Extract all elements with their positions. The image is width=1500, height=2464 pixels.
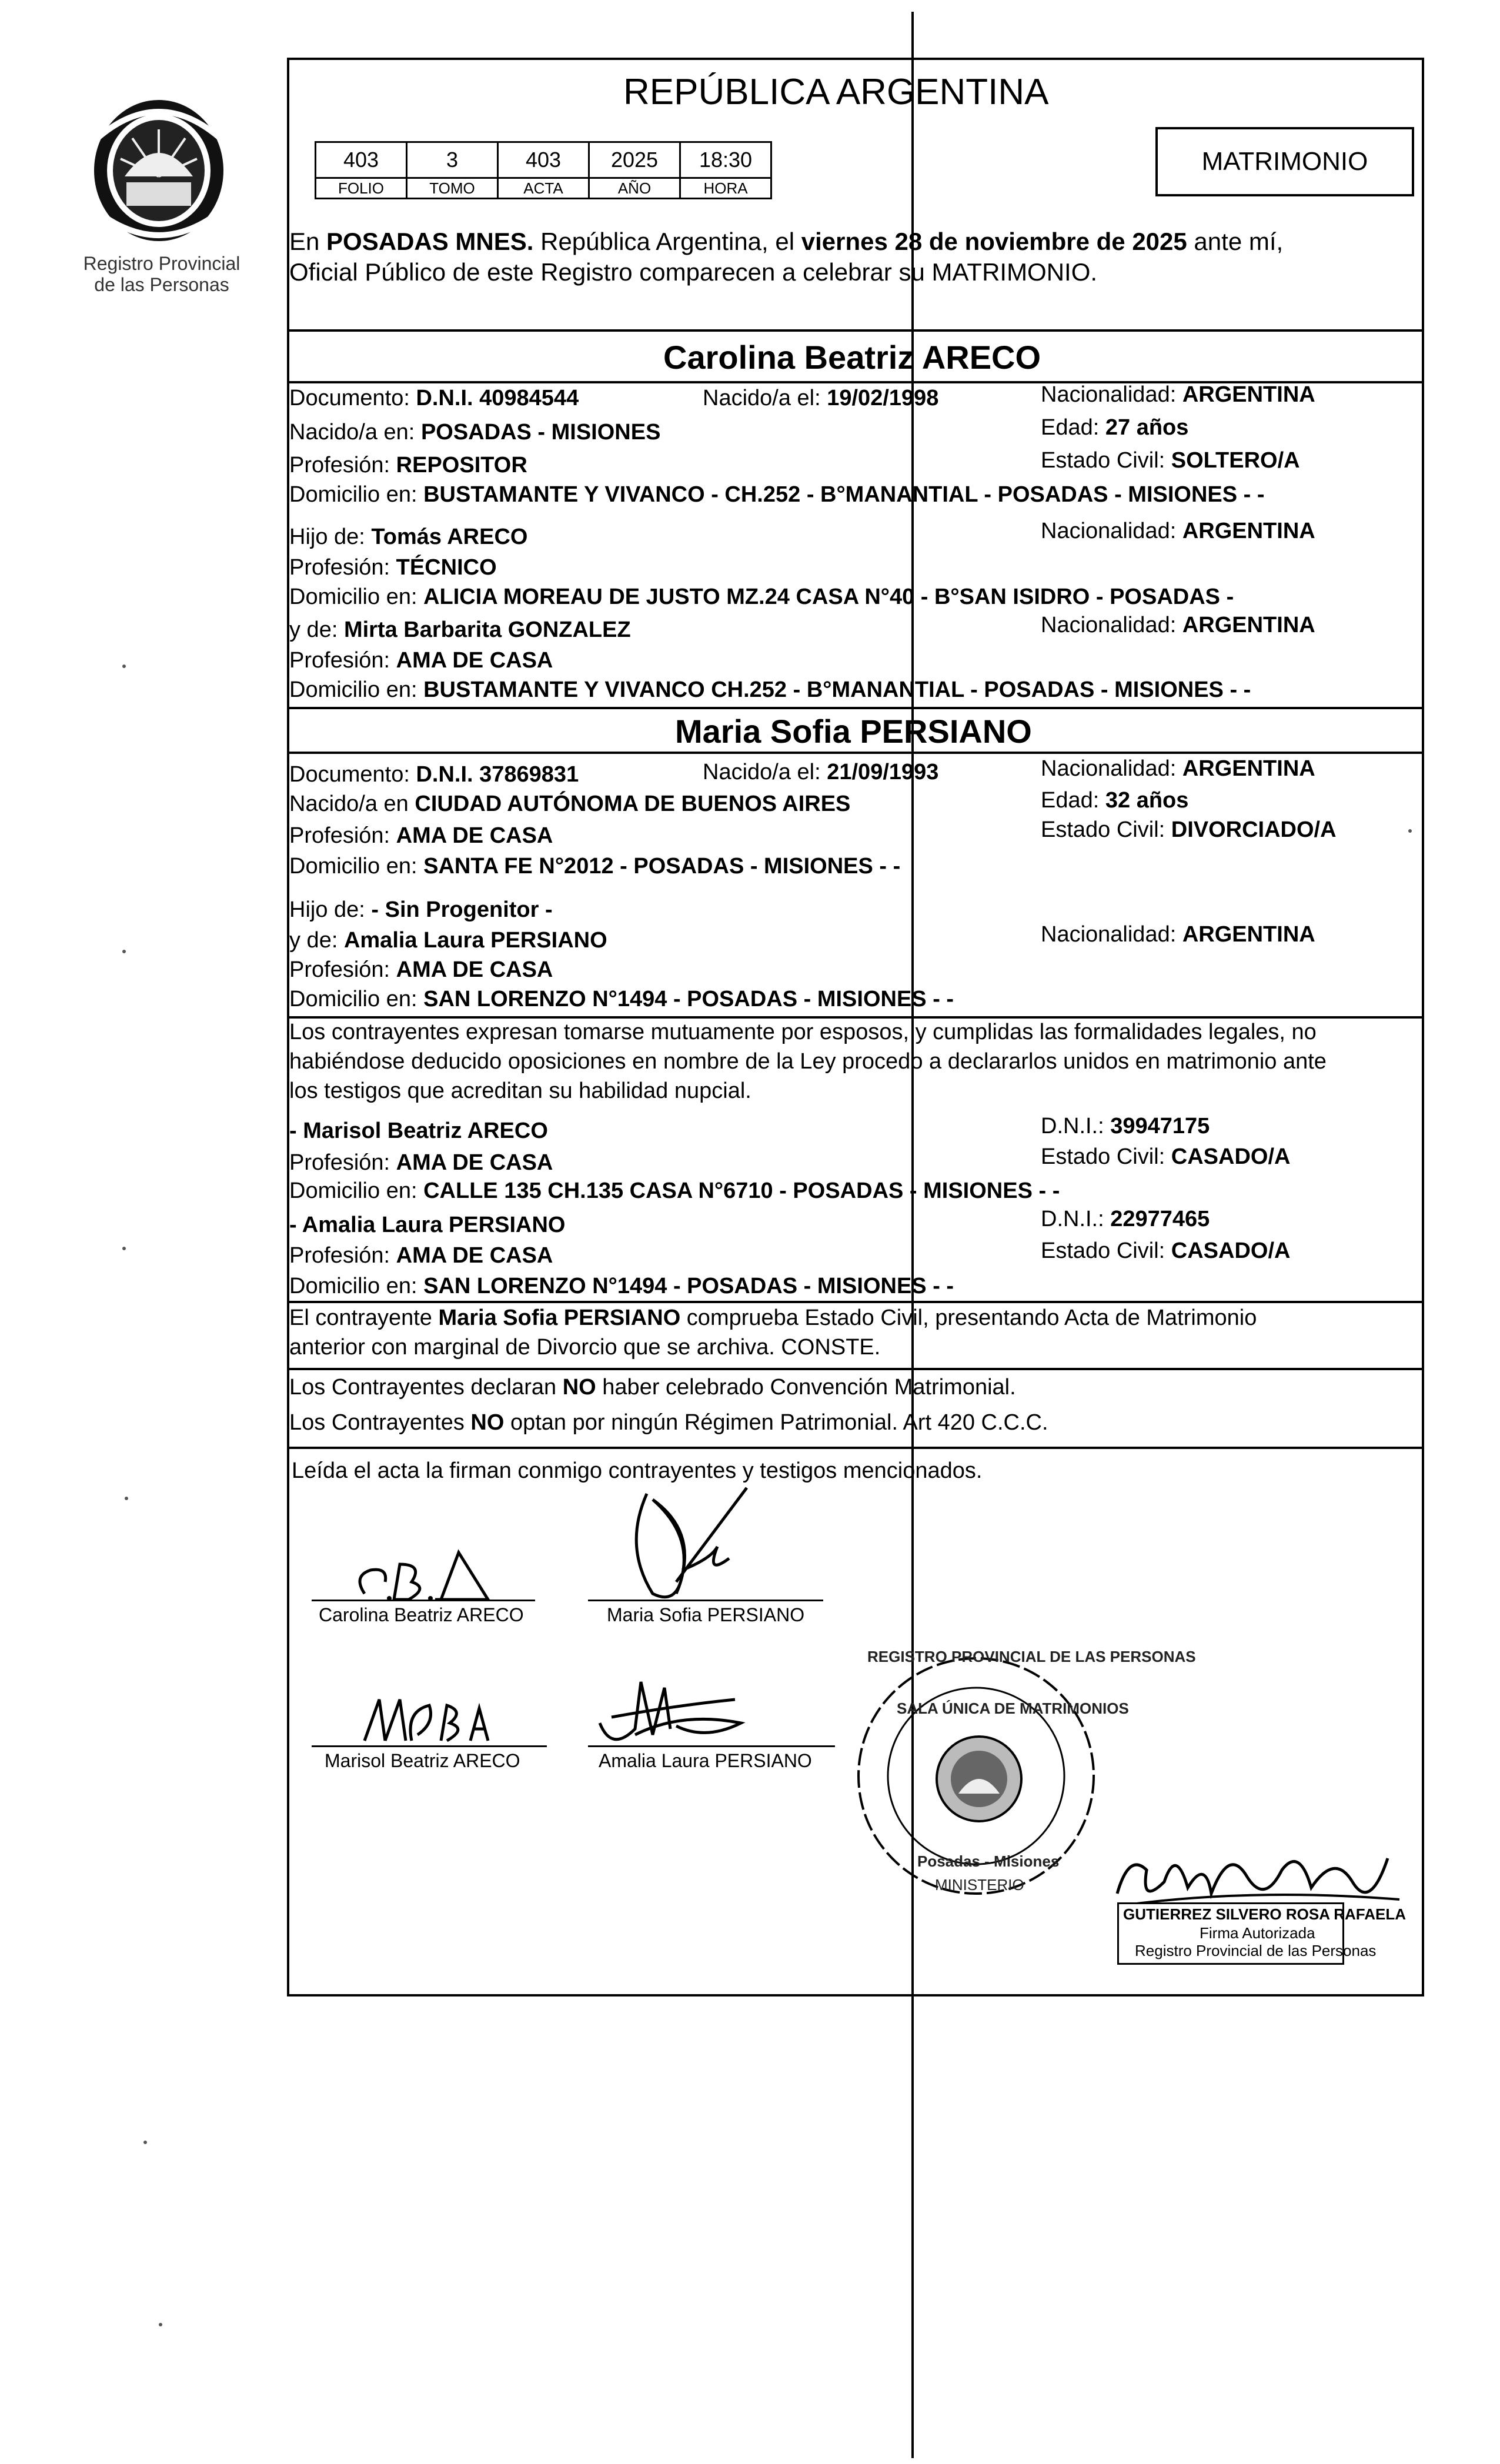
spouse-2-nationality — [1041, 755, 1315, 782]
label: Domicilio en: — [289, 854, 417, 879]
spouse-1-profession — [289, 452, 527, 479]
margin-speck — [1408, 829, 1412, 833]
value: D.N.I. 40984544 — [416, 386, 579, 410]
label: Documento: — [289, 386, 410, 410]
label: Nacionalidad: — [1041, 756, 1177, 781]
value: 21/09/1993 — [827, 760, 939, 784]
witness-2-name: - Amalia Laura PERSIANO — [289, 1213, 566, 1237]
witness-1-civil-status — [1041, 1143, 1290, 1170]
margin-speck — [122, 665, 126, 668]
margin-speck — [159, 2323, 162, 2326]
spouse-1-born — [703, 385, 938, 412]
label: Nacionalidad: — [1041, 382, 1177, 407]
signature-2-scribble — [612, 1476, 800, 1608]
spouse-1-civil-status — [1041, 447, 1300, 474]
value: Mirta Barbarita GONZALEZ — [343, 617, 631, 642]
label: Nacido/a el: — [703, 386, 821, 410]
value: BUSTAMANTE Y VIVANCO CH.252 - B°MANANTIAL - POSADAS - MISIONES - - — [423, 677, 1251, 702]
note-line-1 — [289, 1304, 1257, 1331]
convention-text: Los Contrayentes — [289, 1410, 471, 1435]
spouse-1-father-profession — [289, 554, 497, 581]
spouse-2-doc — [289, 761, 579, 788]
value: Tomás ARECO — [371, 525, 528, 549]
tomo-value: 3 — [407, 142, 498, 178]
convention-no: NO — [562, 1375, 596, 1400]
note-text: El contrayente — [289, 1306, 439, 1330]
officer-name: GUTIERREZ SILVERO ROSA RAFAELA — [1123, 1905, 1407, 1923]
acta-value: 403 — [498, 142, 589, 178]
value: CASADO/A — [1171, 1144, 1291, 1169]
note-line-2: anterior con marginal de Divorcio que se archiva. CONSTE. — [289, 1335, 881, 1360]
value: 22977465 — [1110, 1207, 1210, 1231]
label: Nacionalidad: — [1041, 519, 1177, 543]
spouse-1-mother-profession — [289, 647, 553, 674]
convention-text: optan por ningún Régimen Patrimonial. Art 420 C.C.C. — [504, 1410, 1048, 1435]
registry-logo — [71, 88, 247, 253]
spouse-1-name: Carolina Beatriz ARECO — [663, 339, 1041, 376]
label: Profesión: — [289, 453, 390, 478]
value: ARGENTINA — [1182, 382, 1315, 407]
spouse-1-father-nationality — [1041, 517, 1315, 545]
label: D.N.I.: — [1041, 1207, 1104, 1231]
label: Profesión: — [289, 1243, 390, 1268]
acta-label: ACTA — [498, 178, 589, 199]
fold-line — [911, 12, 914, 2458]
divider — [287, 1447, 1424, 1449]
handwritten-signature-icon — [612, 1476, 800, 1605]
tomo-label: TOMO — [407, 178, 498, 199]
logo-caption — [76, 253, 247, 295]
value: AMA DE CASA — [396, 957, 553, 982]
note-text: comprueba Estado Civil, presentando Acta de Matrimonio — [680, 1306, 1257, 1330]
officer-role: Firma Autorizada — [1200, 1924, 1315, 1942]
spouse-1-age — [1041, 414, 1188, 441]
value: SAN LORENZO N°1494 - POSADAS - MISIONES - - — [423, 987, 954, 1011]
value: REPOSITOR — [396, 453, 527, 478]
anio-label: AÑO — [589, 178, 680, 199]
convention-text: haber celebrado Convención Matrimonial. — [596, 1375, 1016, 1400]
witness-2-civil-status — [1041, 1237, 1290, 1264]
value: Amalia Laura PERSIANO — [343, 928, 607, 953]
spouse-1-father-address — [289, 583, 1234, 610]
label: Domicilio en: — [289, 1274, 417, 1298]
signature-1-name: Carolina Beatriz ARECO — [319, 1604, 524, 1625]
signature-3-name: Marisol Beatriz ARECO — [325, 1750, 520, 1771]
margin-speck — [125, 1497, 128, 1500]
label: Profesión: — [289, 648, 390, 673]
witness-2-address — [289, 1273, 954, 1300]
value: ARGENTINA — [1182, 519, 1315, 543]
witness-1-name: - Marisol Beatriz ARECO — [289, 1119, 548, 1143]
margin-speck — [143, 2141, 147, 2144]
logo-caption-line1: Registro Provincial — [83, 253, 240, 274]
label: Domicilio en: — [289, 987, 417, 1011]
spouse-1-address — [289, 481, 1265, 508]
signature-4-name: Amalia Laura PERSIANO — [599, 1750, 812, 1771]
value: CALLE 135 CH.135 CASA N°6710 - POSADAS - MISIONES - - — [423, 1178, 1060, 1203]
value: DIVORCIADO/A — [1171, 817, 1337, 842]
label: Nacionalidad: — [1041, 613, 1177, 637]
signature-2-name: Maria Sofia PERSIANO — [607, 1604, 805, 1625]
hora-label: HORA — [680, 178, 771, 199]
stamp-subtext: MINISTERIO — [935, 1876, 1024, 1894]
signature-2-line — [588, 1600, 823, 1601]
label: Nacido/a el: — [703, 760, 821, 784]
record-type-box — [1155, 127, 1414, 196]
logo-caption-line2: de las Personas — [94, 274, 229, 295]
spouse-2-age — [1041, 787, 1188, 814]
label: Profesión: — [289, 1150, 390, 1175]
intro-line-2: Oficial Público de este Registro comparecen a celebrar su MATRIMONIO. — [289, 258, 1098, 286]
intro-text: República Argentina, el — [533, 228, 801, 255]
label: y de: — [289, 928, 338, 953]
label: Nacionalidad: — [1041, 922, 1177, 947]
label: Hijo de: — [289, 897, 365, 922]
convention-no: NO — [470, 1410, 505, 1435]
spouse-1-mother-address — [289, 676, 1251, 703]
divider — [287, 707, 1424, 709]
divider — [287, 329, 1424, 332]
intro-date: viernes 28 de noviembre de 2025 — [801, 228, 1187, 255]
witness-1-dni — [1041, 1113, 1210, 1140]
label: y de: — [289, 617, 338, 642]
intro-city: POSADAS MNES. — [326, 228, 534, 255]
label: Estado Civil: — [1041, 1144, 1165, 1169]
margin-speck — [122, 950, 126, 953]
signature-4-scribble — [588, 1670, 764, 1755]
spouse-2-mother — [289, 927, 607, 954]
intro-text: ante mí, — [1187, 228, 1284, 255]
spouse-2-name: Maria Sofia PERSIANO — [675, 713, 1032, 750]
spouse-2-address — [289, 853, 900, 880]
record-type: MATRIMONIO — [1201, 147, 1368, 176]
value: AMA DE CASA — [396, 1243, 553, 1268]
value: ARGENTINA — [1182, 922, 1315, 947]
page-title: REPÚBLICA ARGENTINA — [623, 72, 1049, 112]
label: Estado Civil: — [1041, 448, 1165, 473]
witness-2-profession — [289, 1242, 553, 1269]
spouse-1-father — [289, 523, 527, 550]
declaration-line-1: Los contrayentes expresan tomarse mutuamente por esposos, y cumplidas las formalidades legales, no — [289, 1020, 1317, 1044]
spouse-1-nationality — [1041, 381, 1315, 408]
value: BUSTAMANTE Y VIVANCO - CH.252 - B°MANANTIAL - POSADAS - MISIONES - - — [423, 482, 1265, 507]
provincial-seal-icon — [71, 88, 247, 253]
margin-speck — [122, 1247, 126, 1250]
closing-text: Leída el acta la firman conmigo contrayentes y testigos mencionados. — [292, 1458, 983, 1483]
spouse-2-mother-address — [289, 986, 954, 1013]
record-table — [315, 141, 772, 199]
stamp-inner-text: SALA ÚNICA DE MATRIMONIOS — [897, 1700, 1129, 1717]
folio-label: FOLIO — [316, 178, 407, 199]
value: SANTA FE N°2012 - POSADAS - MISIONES - - — [423, 854, 901, 879]
handwritten-signature-icon — [353, 1688, 494, 1752]
folio-value: 403 — [316, 142, 407, 178]
value: AMA DE CASA — [396, 823, 553, 848]
label: Domicilio en: — [289, 1178, 417, 1203]
signature-1-line — [312, 1600, 535, 1601]
label: Estado Civil: — [1041, 1238, 1165, 1263]
convention-text: Los Contrayentes declaran — [289, 1375, 563, 1400]
spouse-2-mother-profession — [289, 956, 553, 983]
value: CIUDAD AUTÓNOMA DE BUENOS AIRES — [415, 792, 851, 816]
signature-4-line — [588, 1745, 835, 1747]
value: 27 años — [1105, 415, 1189, 440]
label: Profesión: — [289, 823, 390, 848]
witness-2-dni — [1041, 1206, 1210, 1233]
signature-3-line — [312, 1745, 547, 1747]
stamp-ring-text: REGISTRO PROVINCIAL DE LAS PERSONAS — [867, 1648, 1196, 1665]
value: ARGENTINA — [1182, 613, 1315, 637]
value: TÉCNICO — [396, 555, 497, 580]
label: Estado Civil: — [1041, 817, 1165, 842]
hora-value: 18:30 — [680, 142, 771, 178]
declaration-line-2: habiéndose deducido oposiciones en nombre de la Ley procedo a declararlos unidos en matrimonio ante — [289, 1049, 1327, 1074]
value: CASADO/A — [1171, 1238, 1291, 1263]
label: Edad: — [1041, 788, 1100, 813]
spouse-2-father — [289, 896, 553, 923]
value: 32 años — [1105, 788, 1189, 813]
spouse-1-mother-nationality — [1041, 612, 1315, 639]
value: ALICIA MOREAU DE JUSTO MZ.24 CASA N°40 - B°SAN ISIDRO - POSADAS - — [423, 585, 1234, 609]
label: Profesión: — [289, 555, 390, 580]
value: D.N.I. 37869831 — [416, 762, 579, 787]
convention-line-1 — [289, 1374, 1016, 1401]
intro-line-1 — [289, 227, 1283, 256]
declaration-line-3: los testigos que acreditan su habilidad nupcial. — [289, 1079, 751, 1103]
value: POSADAS - MISIONES — [420, 420, 661, 445]
label: Domicilio en: — [289, 482, 417, 507]
value: AMA DE CASA — [396, 1150, 553, 1175]
value: SAN LORENZO N°1494 - POSADAS - MISIONES - - — [423, 1274, 954, 1298]
value: 19/02/1998 — [827, 386, 939, 410]
spouse-2-profession — [289, 822, 553, 849]
handwritten-signature-icon — [588, 1670, 764, 1752]
spouse-1-doc — [289, 385, 579, 412]
anio-value: 2025 — [589, 142, 680, 178]
label: Profesión: — [289, 957, 390, 982]
officer-office: Registro Provincial de las Personas — [1135, 1942, 1377, 1959]
label: Nacido/a en: — [289, 420, 415, 445]
witness-1-address — [289, 1177, 1060, 1204]
note-name: Maria Sofia PERSIANO — [438, 1306, 681, 1330]
spouse-1-birthplace — [289, 419, 660, 446]
witness-1-profession — [289, 1149, 553, 1176]
label: D.N.I.: — [1041, 1114, 1104, 1138]
value: - Sin Progenitor - — [371, 897, 553, 922]
label: Nacido/a en — [289, 792, 409, 816]
label: Documento: — [289, 762, 410, 787]
value: SOLTERO/A — [1171, 448, 1300, 473]
label: Domicilio en: — [289, 585, 417, 609]
spouse-1-mother — [289, 616, 631, 643]
intro-text: En — [289, 228, 327, 255]
label: Hijo de: — [289, 525, 365, 549]
divider — [287, 752, 1424, 754]
stamp-bottom-text: Posadas - Misiones — [917, 1852, 1060, 1870]
spouse-2-birthplace — [289, 790, 850, 817]
convention-line-2 — [289, 1409, 1048, 1436]
label: Domicilio en: — [289, 677, 417, 702]
value: ARGENTINA — [1182, 756, 1315, 781]
value: AMA DE CASA — [396, 648, 553, 673]
divider — [287, 1301, 1424, 1303]
divider — [287, 1368, 1424, 1370]
value: 39947175 — [1110, 1114, 1210, 1138]
spouse-2-civil-status — [1041, 816, 1337, 843]
spouse-2-born — [703, 759, 938, 786]
spouse-2-mother-nationality — [1041, 921, 1315, 948]
label: Edad: — [1041, 415, 1100, 440]
